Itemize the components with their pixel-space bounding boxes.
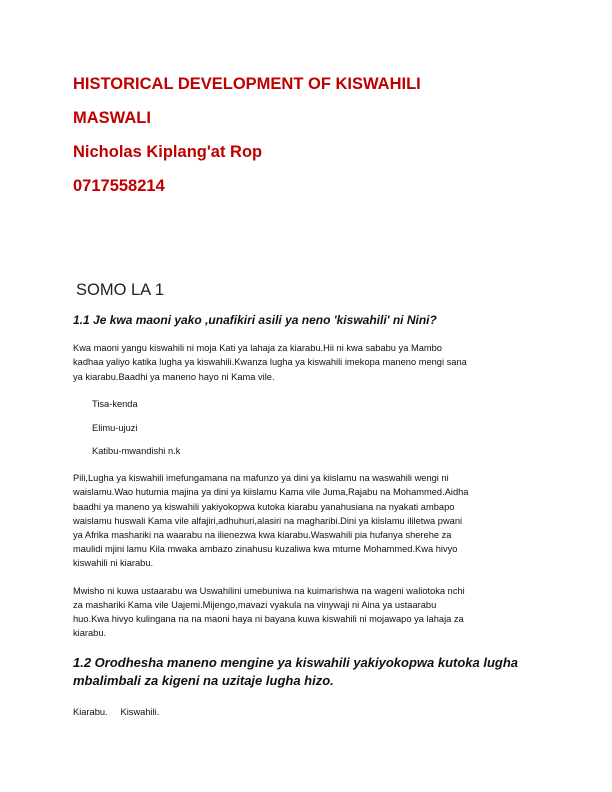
table-header: Kiarabu. Kiswahili.: [73, 707, 160, 717]
list-item: Tisa-kenda: [92, 399, 138, 409]
author-phone: 0717558214: [73, 177, 165, 195]
question-1-2: 1.2 Orodhesha maneno mengine ya kiswahili yakiyokopwa kutoka lugha: [73, 655, 519, 670]
question-1-1: 1.1 Je kwa maoni yako ,unafikiri asili ya neno 'kiswahili' ni Nini?: [73, 313, 437, 327]
document-subtitle: MASWALI: [73, 109, 151, 127]
paragraph-line: waislamu huswali Kama vile alfajiri,adhuhuri,alasiri na magharibi.Dini ya kiislamu ililetwa pwani: [73, 516, 463, 526]
paragraph-line: Pili,Lugha ya kiswahili imefungamana na mafunzo ya dini ya kiislamu na waswahili wengi ni: [73, 473, 449, 483]
paragraph-line: kiarabu.: [73, 628, 107, 638]
paragraph-line: maulidi mjini lamu Kila mwaka ambazo zinahusu kuzaliwa kwa mtume Mohammed.Kwa hivyo: [73, 544, 458, 554]
document-title: HISTORICAL DEVELOPMENT OF KISWAHILI: [73, 75, 421, 93]
paragraph-line: waislamu.Wao hutumia majina ya dini ya kiislamu Kama vile Juma,Rajabu na Mohammed.Aidha: [73, 487, 469, 497]
paragraph-line: ya Afrika mashariki na waarabu na ilienezwa kwa kiarabu.Waswahili pia hufanya sherehe za: [73, 530, 452, 540]
paragraph-line: Kwa maoni yangu kiswahili ni moja Kati ya lahaja za kiarabu.Hii ni kwa sababu ya Mambo: [73, 343, 442, 353]
paragraph-line: baadhi ya maneno ya kiswahili yakiyokopwa kutoka kiarabu yanahusiana na nyakati ambapo: [73, 502, 455, 512]
list-item: Katibu-mwandishi n.k: [92, 446, 181, 456]
paragraph-line: Mwisho ni kuwa ustaarabu wa Uswahilini umebuniwa na kuimarishwa na wageni waliotoka nchi: [73, 586, 465, 596]
paragraph-line: kiswahili ni kiarabu.: [73, 558, 154, 568]
paragraph-line: huo.Kwa hivyo kulingana na na maoni haya ni bayana kuwa kiswahili ni mojawapo ya lahaja za: [73, 614, 464, 624]
section-heading: SOMO LA 1: [76, 281, 165, 299]
paragraph-line: kadhaa yaliyo katika lugha ya kiswahili.Kwanza lugha ya kiswahili imekopa maneno mengi sana: [73, 357, 467, 367]
paragraph-line: za mashariki Kama vile Uajemi.Mijengo,mavazi vyakula na vinywaji ni Aina ya ustaarabu: [73, 600, 437, 610]
list-item: Elimu-ujuzi: [92, 423, 138, 433]
author-name: Nicholas Kiplang'at Rop: [73, 143, 263, 161]
question-1-2: mbalimbali za kigeni na uzitaje lugha hizo.: [73, 673, 334, 688]
paragraph-line: ya kiarabu.Baadhi ya maneno hayo ni Kama vile.: [73, 372, 275, 382]
